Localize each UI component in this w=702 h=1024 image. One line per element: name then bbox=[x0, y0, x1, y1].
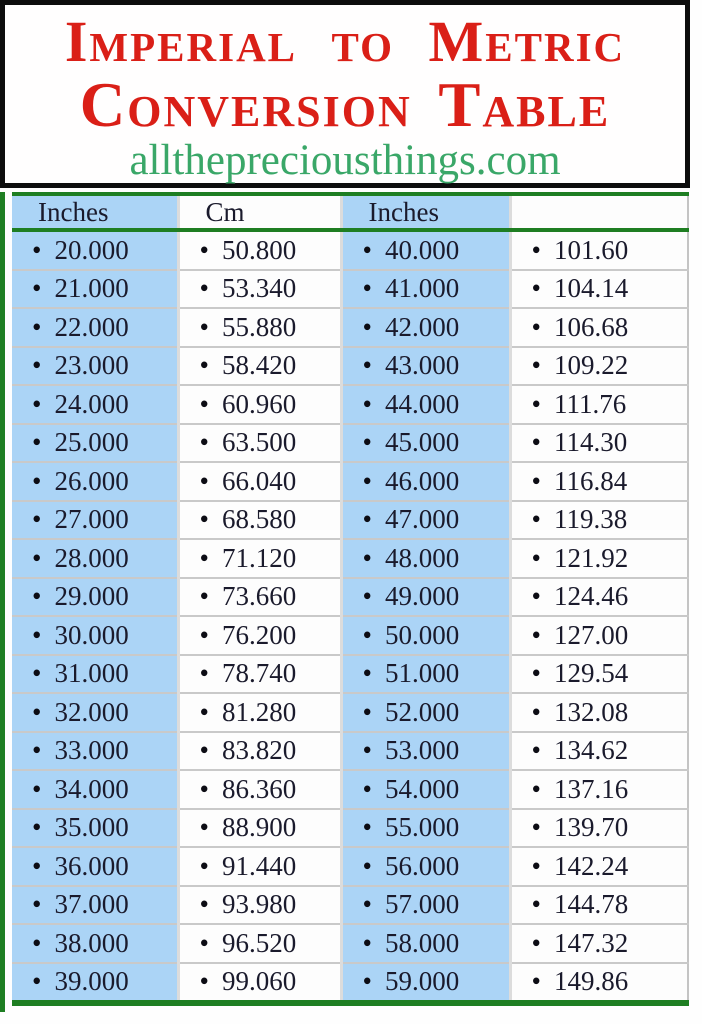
cm-left-value: 76.200 bbox=[221, 619, 297, 650]
column-header-inches-right: Inches bbox=[341, 194, 510, 230]
table-row bbox=[12, 809, 688, 848]
bullet-icon: • bbox=[531, 542, 541, 573]
bullet-icon: • bbox=[199, 465, 209, 496]
bullet-icon: • bbox=[362, 658, 372, 689]
bullet-icon: • bbox=[32, 311, 42, 342]
cell-cm-left bbox=[178, 693, 341, 732]
cell-inches-right bbox=[341, 693, 510, 732]
cm-right-value: 147.32 bbox=[553, 927, 629, 958]
inches-right-value: 59.000 bbox=[384, 966, 460, 997]
cell-cm-right bbox=[510, 770, 688, 809]
bullet-icon: • bbox=[32, 773, 42, 804]
cm-left-value: 83.820 bbox=[221, 735, 297, 766]
cm-right-value: 106.68 bbox=[553, 311, 629, 342]
cell-cm-left bbox=[178, 809, 341, 848]
inches-right-value: 58.000 bbox=[384, 927, 460, 958]
cell-cm-right bbox=[510, 847, 688, 886]
cell-inches-left bbox=[12, 924, 178, 963]
cell-cm-right bbox=[510, 539, 688, 578]
cell-cm-right bbox=[510, 424, 688, 463]
cell-cm-right bbox=[510, 347, 688, 386]
cm-right-value: 129.54 bbox=[553, 658, 629, 689]
table-row bbox=[12, 347, 688, 386]
inches-right-value: 53.000 bbox=[384, 735, 460, 766]
bullet-icon: • bbox=[32, 850, 42, 881]
inches-left-value: 37.000 bbox=[54, 889, 129, 920]
bullet-icon: • bbox=[32, 658, 42, 689]
bullet-icon: • bbox=[199, 658, 209, 689]
table-row bbox=[12, 308, 688, 347]
cm-right-value: 132.08 bbox=[553, 696, 629, 727]
table-left-border bbox=[0, 192, 5, 1012]
inches-left-value: 28.000 bbox=[54, 542, 129, 573]
table-row bbox=[12, 770, 688, 809]
cm-right-value: 114.30 bbox=[553, 427, 628, 458]
cell-inches-left bbox=[12, 693, 178, 732]
cell-cm-left bbox=[178, 385, 341, 424]
cm-left-value: 86.360 bbox=[221, 773, 297, 804]
title-line-2: Conversion Table bbox=[79, 70, 611, 140]
table-row bbox=[12, 424, 688, 463]
cell-inches-right bbox=[341, 847, 510, 886]
bullet-icon: • bbox=[32, 966, 42, 997]
cell-cm-left bbox=[178, 308, 341, 347]
cm-left-value: 53.340 bbox=[221, 273, 297, 304]
table-row bbox=[12, 616, 688, 655]
cell-cm-right bbox=[510, 308, 688, 347]
inches-right-value: 44.000 bbox=[384, 388, 460, 419]
cm-right-value: 116.84 bbox=[553, 465, 628, 496]
cell-inches-left bbox=[12, 809, 178, 848]
cm-right-value: 134.62 bbox=[553, 735, 629, 766]
cm-left-value: 68.580 bbox=[221, 504, 297, 535]
cm-right-value: 104.14 bbox=[553, 273, 629, 304]
cell-inches-left bbox=[12, 539, 178, 578]
cell-cm-left bbox=[178, 886, 341, 925]
cell-cm-right bbox=[510, 693, 688, 732]
bullet-icon: • bbox=[32, 542, 42, 573]
cell-inches-left bbox=[12, 732, 178, 771]
cm-left-value: 50.800 bbox=[221, 234, 297, 265]
cell-cm-right bbox=[510, 616, 688, 655]
bullet-icon: • bbox=[531, 927, 541, 958]
header-row bbox=[12, 194, 688, 230]
inches-right-value: 50.000 bbox=[384, 619, 460, 650]
inches-left-value: 27.000 bbox=[54, 504, 129, 535]
bullet-icon: • bbox=[362, 812, 372, 843]
table-row bbox=[12, 924, 688, 963]
bullet-icon: • bbox=[32, 696, 42, 727]
cm-right-value: 121.92 bbox=[553, 542, 629, 573]
cell-cm-right bbox=[510, 655, 688, 694]
conversion-table-area bbox=[0, 190, 702, 1016]
bullet-icon: • bbox=[362, 850, 372, 881]
cell-cm-left bbox=[178, 270, 341, 309]
table-row bbox=[12, 230, 688, 270]
inches-right-value: 55.000 bbox=[384, 812, 460, 843]
cm-right-value: 142.24 bbox=[553, 850, 629, 881]
bullet-icon: • bbox=[362, 350, 372, 381]
inches-left-value: 39.000 bbox=[54, 966, 129, 997]
cm-right-value: 139.70 bbox=[553, 812, 629, 843]
bullet-icon: • bbox=[531, 234, 541, 265]
cm-left-value: 55.880 bbox=[221, 311, 297, 342]
bullet-icon: • bbox=[362, 542, 372, 573]
bullet-icon: • bbox=[32, 812, 42, 843]
bullet-icon: • bbox=[362, 427, 372, 458]
cell-inches-right bbox=[341, 308, 510, 347]
cm-right-value: 119.38 bbox=[553, 504, 628, 535]
bullet-icon: • bbox=[199, 696, 209, 727]
bullet-icon: • bbox=[362, 504, 372, 535]
cell-cm-left bbox=[178, 462, 341, 501]
cell-inches-right bbox=[341, 462, 510, 501]
cm-right-value: 109.22 bbox=[553, 350, 629, 381]
cell-inches-right bbox=[341, 230, 510, 270]
cm-right-value: 144.78 bbox=[553, 889, 629, 920]
cell-cm-left bbox=[178, 578, 341, 617]
cell-inches-left bbox=[12, 578, 178, 617]
cell-inches-right bbox=[341, 963, 510, 1004]
bullet-icon: • bbox=[199, 889, 209, 920]
cell-cm-right bbox=[510, 578, 688, 617]
bullet-icon: • bbox=[199, 927, 209, 958]
cell-inches-left bbox=[12, 616, 178, 655]
website-text: allthepreciousthings.com bbox=[129, 137, 561, 184]
cell-cm-left bbox=[178, 770, 341, 809]
inches-right-value: 48.000 bbox=[384, 542, 460, 573]
cm-right-value: 127.00 bbox=[553, 619, 629, 650]
inches-left-value: 24.000 bbox=[54, 388, 129, 419]
cell-inches-right bbox=[341, 424, 510, 463]
cell-inches-left bbox=[12, 230, 178, 270]
bullet-icon: • bbox=[531, 696, 541, 727]
cell-inches-right bbox=[341, 578, 510, 617]
bullet-icon: • bbox=[362, 966, 372, 997]
cm-left-value: 93.980 bbox=[221, 889, 297, 920]
cell-inches-right bbox=[341, 770, 510, 809]
bullet-icon: • bbox=[199, 773, 209, 804]
inches-left-value: 30.000 bbox=[54, 619, 129, 650]
cell-cm-left bbox=[178, 230, 341, 270]
bullet-icon: • bbox=[32, 465, 42, 496]
cell-inches-right bbox=[341, 616, 510, 655]
cm-left-value: 91.440 bbox=[221, 850, 297, 881]
bullet-icon: • bbox=[199, 234, 209, 265]
cm-right-value: 111.76 bbox=[553, 388, 627, 419]
cm-right-value: 149.86 bbox=[553, 966, 629, 997]
bullet-icon: • bbox=[531, 619, 541, 650]
cm-left-value: 60.960 bbox=[221, 388, 297, 419]
inches-left-value: 36.000 bbox=[54, 850, 129, 881]
cell-inches-right bbox=[341, 655, 510, 694]
bullet-icon: • bbox=[531, 581, 541, 612]
bullet-icon: • bbox=[199, 273, 209, 304]
cell-cm-right bbox=[510, 732, 688, 771]
bullet-icon: • bbox=[32, 581, 42, 612]
cell-inches-right bbox=[341, 809, 510, 848]
conversion-table bbox=[12, 192, 689, 1006]
bullet-icon: • bbox=[531, 773, 541, 804]
inches-right-value: 51.000 bbox=[384, 658, 460, 689]
bullet-icon: • bbox=[531, 889, 541, 920]
column-header-cm-left: Cm bbox=[178, 194, 341, 230]
cell-inches-left bbox=[12, 847, 178, 886]
cell-cm-left bbox=[178, 963, 341, 1004]
inches-left-value: 38.000 bbox=[54, 927, 129, 958]
cell-cm-right bbox=[510, 924, 688, 963]
bullet-icon: • bbox=[531, 465, 541, 496]
table-body bbox=[12, 230, 688, 1003]
inches-left-value: 21.000 bbox=[54, 273, 129, 304]
table-row bbox=[12, 270, 688, 309]
bullet-icon: • bbox=[362, 927, 372, 958]
cell-inches-right bbox=[341, 924, 510, 963]
cell-inches-right bbox=[341, 886, 510, 925]
bullet-icon: • bbox=[32, 504, 42, 535]
bullet-icon: • bbox=[531, 388, 541, 419]
table-row bbox=[12, 578, 688, 617]
table-row bbox=[12, 462, 688, 501]
inches-right-value: 41.000 bbox=[384, 273, 460, 304]
bullet-icon: • bbox=[531, 504, 541, 535]
cell-inches-left bbox=[12, 770, 178, 809]
cell-cm-right bbox=[510, 385, 688, 424]
bullet-icon: • bbox=[32, 427, 42, 458]
cm-left-value: 99.060 bbox=[221, 966, 297, 997]
cell-inches-right bbox=[341, 539, 510, 578]
cm-right-value: 101.60 bbox=[553, 234, 629, 265]
cell-cm-left bbox=[178, 616, 341, 655]
cm-left-value: 88.900 bbox=[221, 812, 297, 843]
header-box bbox=[0, 0, 690, 188]
bullet-icon: • bbox=[362, 619, 372, 650]
inches-left-value: 29.000 bbox=[54, 581, 129, 612]
cell-cm-right bbox=[510, 501, 688, 540]
cell-inches-right bbox=[341, 347, 510, 386]
table-row bbox=[12, 501, 688, 540]
cell-cm-left bbox=[178, 924, 341, 963]
inches-left-value: 22.000 bbox=[54, 311, 129, 342]
inches-right-value: 46.000 bbox=[384, 465, 460, 496]
inches-right-value: 52.000 bbox=[384, 696, 460, 727]
cell-inches-right bbox=[341, 732, 510, 771]
cm-left-value: 81.280 bbox=[221, 696, 297, 727]
bullet-icon: • bbox=[199, 542, 209, 573]
cm-left-value: 73.660 bbox=[221, 581, 297, 612]
bullet-icon: • bbox=[199, 812, 209, 843]
inches-right-value: 57.000 bbox=[384, 889, 460, 920]
inches-right-value: 49.000 bbox=[384, 581, 460, 612]
bullet-icon: • bbox=[199, 966, 209, 997]
bullet-icon: • bbox=[32, 735, 42, 766]
cell-cm-left bbox=[178, 539, 341, 578]
inches-right-value: 45.000 bbox=[384, 427, 460, 458]
column-header-inches-left: Inches bbox=[12, 194, 178, 230]
inches-right-value: 40.000 bbox=[384, 234, 460, 265]
table-row bbox=[12, 539, 688, 578]
bullet-icon: • bbox=[32, 234, 42, 265]
table-row bbox=[12, 693, 688, 732]
cell-inches-left bbox=[12, 308, 178, 347]
bullet-icon: • bbox=[199, 850, 209, 881]
table-row bbox=[12, 886, 688, 925]
inches-left-value: 32.000 bbox=[54, 696, 129, 727]
bullet-icon: • bbox=[32, 273, 42, 304]
bullet-icon: • bbox=[531, 850, 541, 881]
cell-cm-left bbox=[178, 501, 341, 540]
inches-right-value: 42.000 bbox=[384, 311, 460, 342]
cell-inches-left bbox=[12, 963, 178, 1004]
inches-right-value: 47.000 bbox=[384, 504, 460, 535]
bullet-icon: • bbox=[531, 427, 541, 458]
cell-inches-left bbox=[12, 501, 178, 540]
cell-inches-right bbox=[341, 385, 510, 424]
cell-cm-left bbox=[178, 847, 341, 886]
bullet-icon: • bbox=[199, 350, 209, 381]
bullet-icon: • bbox=[362, 465, 372, 496]
inches-left-value: 34.000 bbox=[54, 773, 129, 804]
table-header bbox=[12, 194, 688, 230]
inches-left-value: 25.000 bbox=[54, 427, 129, 458]
bullet-icon: • bbox=[362, 735, 372, 766]
bullet-icon: • bbox=[531, 311, 541, 342]
cell-inches-left bbox=[12, 886, 178, 925]
cell-cm-left bbox=[178, 655, 341, 694]
column-header-empty bbox=[510, 194, 688, 230]
cell-inches-left bbox=[12, 462, 178, 501]
cell-inches-left bbox=[12, 347, 178, 386]
bullet-icon: • bbox=[362, 273, 372, 304]
cm-left-value: 71.120 bbox=[221, 542, 297, 573]
cell-inches-right bbox=[341, 270, 510, 309]
inches-left-value: 26.000 bbox=[54, 465, 129, 496]
cell-cm-left bbox=[178, 732, 341, 771]
cell-inches-right bbox=[341, 501, 510, 540]
table-row bbox=[12, 963, 688, 1004]
cm-left-value: 78.740 bbox=[221, 658, 297, 689]
cell-inches-left bbox=[12, 385, 178, 424]
cell-inches-left bbox=[12, 424, 178, 463]
cm-right-value: 137.16 bbox=[553, 773, 629, 804]
title-line-1: Imperial to Metric bbox=[64, 9, 626, 74]
bullet-icon: • bbox=[531, 735, 541, 766]
inches-right-value: 54.000 bbox=[384, 773, 460, 804]
cell-cm-right bbox=[510, 963, 688, 1004]
table-row bbox=[12, 732, 688, 771]
table-row bbox=[12, 385, 688, 424]
bullet-icon: • bbox=[32, 388, 42, 419]
bullet-icon: • bbox=[32, 927, 42, 958]
bullet-icon: • bbox=[362, 388, 372, 419]
cell-cm-right bbox=[510, 270, 688, 309]
bullet-icon: • bbox=[199, 504, 209, 535]
cm-left-value: 63.500 bbox=[221, 427, 297, 458]
inches-right-value: 56.000 bbox=[384, 850, 460, 881]
cell-cm-right bbox=[510, 230, 688, 270]
cell-cm-right bbox=[510, 462, 688, 501]
bullet-icon: • bbox=[362, 773, 372, 804]
cell-inches-left bbox=[12, 655, 178, 694]
inches-right-value: 43.000 bbox=[384, 350, 460, 381]
bullet-icon: • bbox=[199, 619, 209, 650]
cell-cm-left bbox=[178, 347, 341, 386]
bullet-icon: • bbox=[32, 619, 42, 650]
bullet-icon: • bbox=[531, 966, 541, 997]
bullet-icon: • bbox=[531, 350, 541, 381]
inches-left-value: 20.000 bbox=[54, 234, 129, 265]
table-row bbox=[12, 847, 688, 886]
inches-left-value: 33.000 bbox=[54, 735, 129, 766]
bullet-icon: • bbox=[199, 388, 209, 419]
bullet-icon: • bbox=[362, 311, 372, 342]
bullet-icon: • bbox=[362, 889, 372, 920]
bullet-icon: • bbox=[199, 581, 209, 612]
cell-cm-right bbox=[510, 886, 688, 925]
bullet-icon: • bbox=[531, 812, 541, 843]
bullet-icon: • bbox=[362, 696, 372, 727]
bullet-icon: • bbox=[32, 350, 42, 381]
cm-left-value: 66.040 bbox=[221, 465, 297, 496]
inches-left-value: 31.000 bbox=[54, 658, 129, 689]
cm-left-value: 96.520 bbox=[221, 927, 297, 958]
inches-left-value: 35.000 bbox=[54, 812, 129, 843]
bullet-icon: • bbox=[199, 311, 209, 342]
bullet-icon: • bbox=[362, 234, 372, 265]
cell-cm-right bbox=[510, 809, 688, 848]
bullet-icon: • bbox=[199, 427, 209, 458]
table-row bbox=[12, 655, 688, 694]
cm-left-value: 58.420 bbox=[221, 350, 297, 381]
inches-left-value: 23.000 bbox=[54, 350, 129, 381]
bullet-icon: • bbox=[199, 735, 209, 766]
cm-right-value: 124.46 bbox=[553, 581, 629, 612]
bullet-icon: • bbox=[531, 658, 541, 689]
bullet-icon: • bbox=[32, 889, 42, 920]
cell-cm-left bbox=[178, 424, 341, 463]
cell-inches-left bbox=[12, 270, 178, 309]
bullet-icon: • bbox=[362, 581, 372, 612]
bullet-icon: • bbox=[531, 273, 541, 304]
